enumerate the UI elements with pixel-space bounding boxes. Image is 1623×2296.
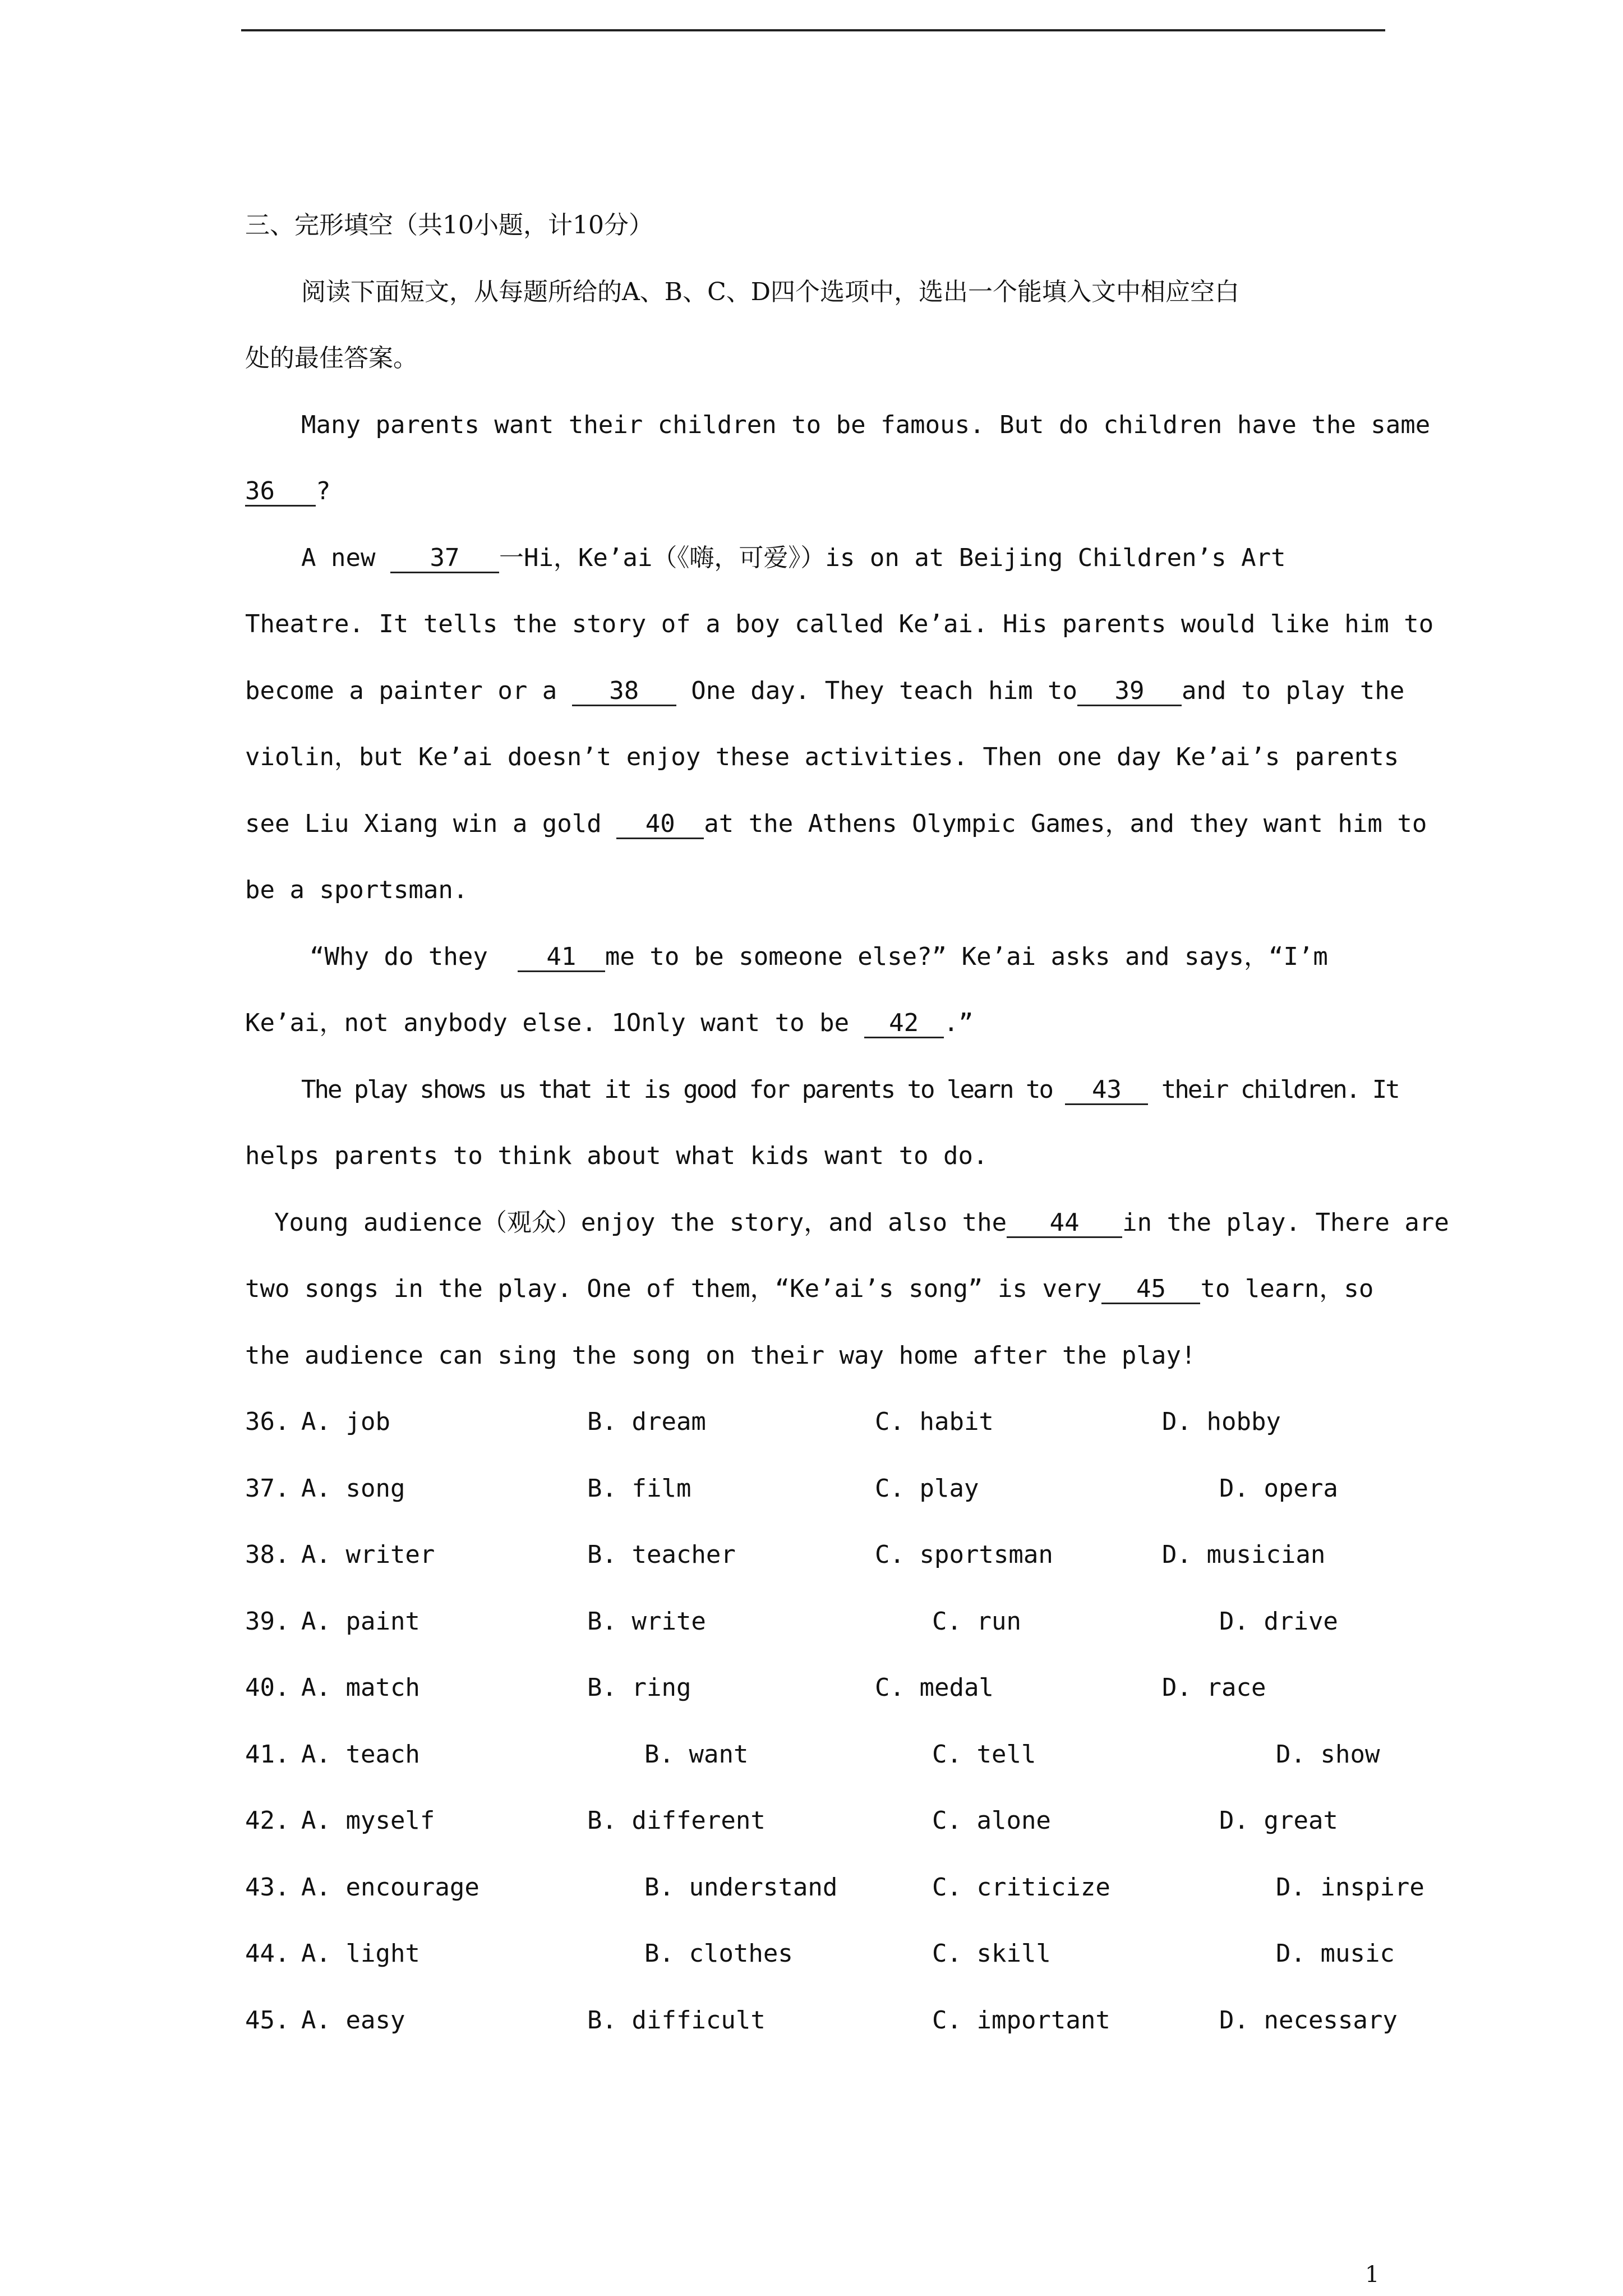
passage-line-15: the audience can sing the song on their way home after the play! [245, 1341, 1196, 1370]
option-c[interactable]: C. important [932, 2006, 1110, 2035]
passage-text: .” [943, 1009, 974, 1037]
passage-text: to learn，so [1200, 1274, 1374, 1303]
option-d[interactable]: D. great [1219, 1806, 1338, 1835]
option-b[interactable]: B. teacher [587, 1540, 736, 1569]
question-number: 43. [245, 1873, 290, 1902]
question-row-41 [245, 1738, 1451, 1772]
passage-line-11 [301, 1073, 1399, 1107]
page-number: 1 [1365, 2262, 1380, 2288]
option-d[interactable]: D. inspire [1276, 1873, 1424, 1902]
passage-line-6: violin，but Ke’ai doesn’t enjoy these activities. Then one day Ke’ai’s parents [245, 743, 1399, 771]
blank-37[interactable]: 37 [390, 545, 499, 573]
passage-text: ? [316, 477, 331, 505]
passage-text: The play shows us that it is good for parents to learn to [301, 1075, 1066, 1104]
option-c[interactable]: C. sportsman [875, 1540, 1053, 1569]
option-a[interactable]: A. paint [301, 1607, 420, 1636]
passage-line-5 [245, 674, 1404, 708]
passage-line-2 [245, 475, 331, 508]
option-b[interactable]: B. understand [644, 1873, 838, 1902]
passage-text: become a painter or a [245, 677, 572, 705]
question-number: 45. [245, 2006, 290, 2035]
option-a[interactable]: A. song [301, 1474, 405, 1503]
option-d[interactable]: D. hobby [1162, 1407, 1281, 1436]
passage-text: Ke’ai，not anybody else. 1Only want to be [245, 1009, 864, 1037]
question-number: 41. [245, 1740, 290, 1769]
option-a[interactable]: A. teach [301, 1740, 420, 1769]
blank-44[interactable]: 44 [1007, 1209, 1122, 1238]
blank-38[interactable]: 38 [572, 678, 676, 706]
option-c[interactable]: C. criticize [932, 1873, 1110, 1902]
option-d[interactable]: D. show [1276, 1740, 1380, 1769]
option-d[interactable]: D. music [1276, 1939, 1395, 1968]
header-rule [241, 29, 1385, 31]
option-c[interactable]: C. play [875, 1474, 979, 1503]
blank-42[interactable]: 42 [864, 1010, 944, 1038]
option-d[interactable]: D. necessary [1219, 2006, 1398, 2035]
option-a[interactable]: A. encourage [301, 1873, 479, 1902]
question-number: 36. [245, 1407, 290, 1436]
option-d[interactable]: D. drive [1219, 1607, 1338, 1636]
blank-39[interactable]: 39 [1077, 678, 1182, 706]
option-a[interactable]: A. writer [301, 1540, 435, 1569]
passage-text: in the play. There are [1122, 1208, 1449, 1237]
passage-line-3 [301, 541, 1286, 575]
option-c[interactable]: C. medal [875, 1673, 994, 1702]
section-heading: 三、完形填空（共10小题，计10分） [245, 211, 653, 240]
option-a[interactable]: A. light [301, 1939, 420, 1968]
option-d[interactable]: D. race [1162, 1673, 1266, 1702]
option-c[interactable]: C. tell [932, 1740, 1036, 1769]
option-a[interactable]: A. easy [301, 2006, 405, 2035]
question-number: 42. [245, 1806, 290, 1835]
option-b[interactable]: B. dream [587, 1407, 706, 1436]
passage-text: see Liu Xiang win a gold [245, 809, 617, 838]
instructions-line-2: 处的最佳答案。 [245, 344, 418, 372]
option-b[interactable]: B. write [587, 1607, 706, 1636]
option-b[interactable]: B. ring [587, 1673, 691, 1702]
passage-text: me to be someone else?” Ke’ai asks and says，“I’m [605, 942, 1328, 971]
option-c[interactable]: C. skill [932, 1939, 1051, 1968]
blank-36[interactable]: 36 [245, 478, 316, 507]
blank-43[interactable]: 43 [1065, 1076, 1148, 1105]
instructions-line-1: 阅读下面短文，从每题所给的A、B、C、D四个选项中，选出一个能填入文中相应空白 [301, 278, 1240, 306]
passage-text: their children. It [1148, 1075, 1399, 1104]
option-a[interactable]: A. match [301, 1673, 420, 1702]
passage-line-10 [245, 1006, 974, 1040]
option-b[interactable]: B. film [587, 1474, 691, 1503]
question-number: 44. [245, 1939, 290, 1968]
passage-text: A new [301, 544, 390, 572]
passage-line-13 [274, 1206, 1449, 1240]
question-row-37 [245, 1472, 1451, 1506]
option-c[interactable]: C. alone [932, 1806, 1051, 1835]
passage-text: Young audience（观众）enjoy the story，and also the [274, 1208, 1007, 1237]
option-b[interactable]: B. different [587, 1806, 766, 1835]
option-c[interactable]: C. habit [875, 1407, 994, 1436]
blank-41[interactable]: 41 [518, 944, 605, 972]
question-row-39 [245, 1605, 1451, 1639]
passage-line-8: be a sportsman. [245, 876, 468, 904]
question-row-36 [245, 1405, 1451, 1439]
option-d[interactable]: D. opera [1219, 1474, 1338, 1503]
question-row-42 [245, 1804, 1451, 1838]
passage-line-9 [310, 940, 1328, 974]
passage-text: two songs in the play. One of them，“Ke’ai’s song” is very [245, 1274, 1102, 1303]
passage-line-7 [245, 807, 1427, 841]
option-a[interactable]: A. myself [301, 1806, 435, 1835]
passage-text: 一Hi，Ke’ai（《嗨，可爱》）is on at Beijing Children’s Art [499, 544, 1286, 572]
passage-text: “Why do they [310, 942, 518, 971]
option-a[interactable]: A. job [301, 1407, 390, 1436]
blank-45[interactable]: 45 [1101, 1276, 1200, 1304]
passage-text: at the Athens Olympic Games，and they want him to [704, 809, 1427, 838]
question-number: 37. [245, 1474, 290, 1503]
option-b[interactable]: B. difficult [587, 2006, 766, 2035]
option-b[interactable]: B. clothes [644, 1939, 793, 1968]
option-c[interactable]: C. run [932, 1607, 1021, 1636]
passage-line-12: helps parents to think about what kids want to do. [245, 1142, 988, 1170]
option-d[interactable]: D. musician [1162, 1540, 1326, 1569]
question-row-40 [245, 1671, 1451, 1705]
passage-line-1: Many parents want their children to be famous. But do children have the same [301, 411, 1431, 439]
question-row-45 [245, 2004, 1451, 2037]
question-row-44 [245, 1937, 1451, 1971]
passage-text: and to play the [1182, 677, 1405, 705]
question-number: 39. [245, 1607, 290, 1636]
passage-line-14 [245, 1272, 1373, 1306]
option-b[interactable]: B. want [644, 1740, 749, 1769]
blank-40[interactable]: 40 [616, 811, 704, 839]
passage-text: One day. They teach him to [676, 677, 1078, 705]
question-row-38 [245, 1538, 1451, 1572]
question-number: 38. [245, 1540, 290, 1569]
passage-line-4: Theatre. It tells the story of a boy called Ke’ai. His parents would like him to [245, 610, 1434, 638]
question-number: 40. [245, 1673, 290, 1702]
question-row-43 [245, 1871, 1451, 1904]
